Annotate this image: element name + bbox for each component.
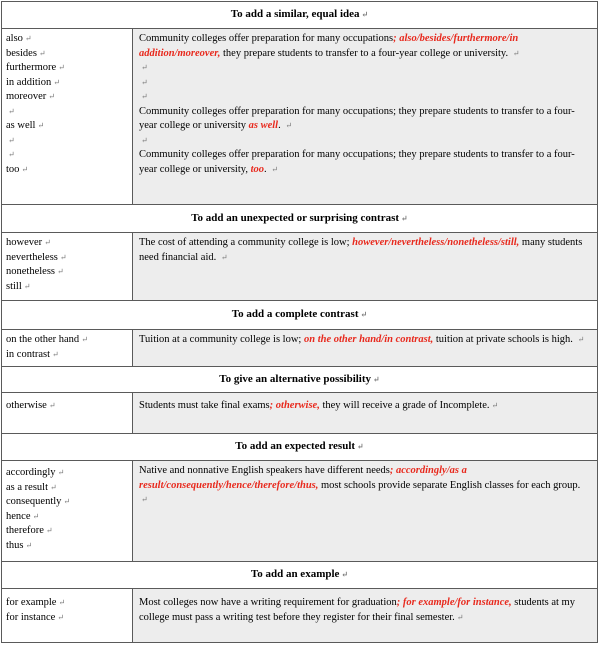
transition-word: hence ↵ [6,510,40,522]
example-sentence: Community colleges offer preparation for many occupations; also/besides/furthermore/in addition/moreover, they prepare students to transfer to a four-year college or university. ↵ [139,33,520,59]
example-sentence: Most colleges now have a writing requirement for graduation; for example/for instance, students at my college must pass a writing test before they register for their final semester. ↵ [139,597,575,623]
section-body-row [2,461,598,562]
section-title: To add an example ↵ [2,562,598,589]
section-body-row [2,29,598,205]
transition-word: thus ↵ [6,539,33,551]
example-sentence: The cost of attending a community college is low; however/nevertheless/nonetheless/still, many students need financial aid. ↵ [139,237,583,263]
example-sentence: Students must take final exams; otherwise, they will receive a grade of Incomplete. ↵ [139,400,499,411]
section-header-row [2,205,598,233]
section-body-row [2,589,598,643]
section-title: To add an expected result ↵ [2,434,598,461]
transition-word: ↵ [8,150,15,159]
section-header-row [2,2,598,29]
example-cell [133,330,598,367]
section-title: To add a similar, equal idea ↵ [2,2,598,29]
section-body-row [2,233,598,301]
transition-word: accordingly ↵ [6,467,65,478]
transition-words-cell [2,461,133,562]
transition-word: for example ↵ [6,597,66,608]
transition-word: still ↵ [6,280,31,292]
transition-word: ↵ [8,135,15,145]
section-header-row [2,301,598,330]
transition-word: ↵ [8,106,15,116]
section-body-row [2,393,598,434]
section-title: To give an alternative possibility ↵ [2,367,598,393]
transition-word: in contrast ↵ [6,348,59,360]
transition-word: nonetheless ↵ [6,266,64,277]
example-cell [133,233,598,301]
transition-words-cell [2,29,133,205]
section-title: To add an unexpected or surprising contrast ↵ [2,205,598,233]
transition-word: for instance ↵ [6,611,64,623]
transition-word: nevertheless ↵ [6,251,67,263]
example-sentence: Native and nonnative English speakers have different needs; accordingly/as a result/consequently/hence/therefore/thus, most schools provide separate English classes for each group. ↵ [139,465,581,504]
example-cell [133,461,598,562]
transition-word: moreover ↵ [6,91,55,102]
transition-word: too ↵ [6,163,29,175]
transition-words-cell [2,589,133,643]
transitions-table [1,1,598,643]
example-cell [133,393,598,434]
transition-word: in addition ↵ [6,76,60,88]
transition-word: consequently ↵ [6,496,71,507]
transition-word: however ↵ [6,237,51,248]
transition-words-cell [2,233,133,301]
transition-word: as well ↵ [6,120,45,131]
section-header-row [2,367,598,393]
example-cell: Community colleges offer preparation for many occupations; also/besides/furthermore/in addition/moreover, they prepare students to transfer to a four-year college or university. ↵ ↵ ↵ ↵ Community colleges offer preparation for many occupations; they prepare students to transfer to a four-year college or university as well. ↵ ↵ Community colleges offer preparation for many occupations; they prepare students to transfer to a four-year college or university, too. ↵ [133,29,598,205]
transition-words-cell [2,330,133,367]
example-sentence: Community colleges offer preparation for many occupations; they prepare students to transfer to a four-year college or university, too. ↵ [139,149,575,175]
transition-word: otherwise ↵ [6,400,56,411]
transition-word: on the other hand ↵ [6,334,88,345]
section-body-row [2,330,598,367]
transition-words-cell [2,393,133,434]
example-sentence: Tuition at a community college is low; on the other hand/in contrast, tuition at private schools is high. ↵ [139,334,585,345]
section-title: To add a complete contrast ↵ [2,301,598,330]
transition-word: furthermore ↵ [6,62,65,73]
transition-word: also ↵ [6,33,32,44]
example-cell [133,589,598,643]
example-sentence: Community colleges offer preparation for many occupations; they prepare students to transfer to a four-year college or university as well. ↵ [139,105,575,131]
section-header-row [2,562,598,589]
transition-word: as a result ↵ [6,481,57,493]
section-header-row [2,434,598,461]
transition-word: besides ↵ [6,47,46,59]
transition-word: therefore ↵ [6,525,53,536]
